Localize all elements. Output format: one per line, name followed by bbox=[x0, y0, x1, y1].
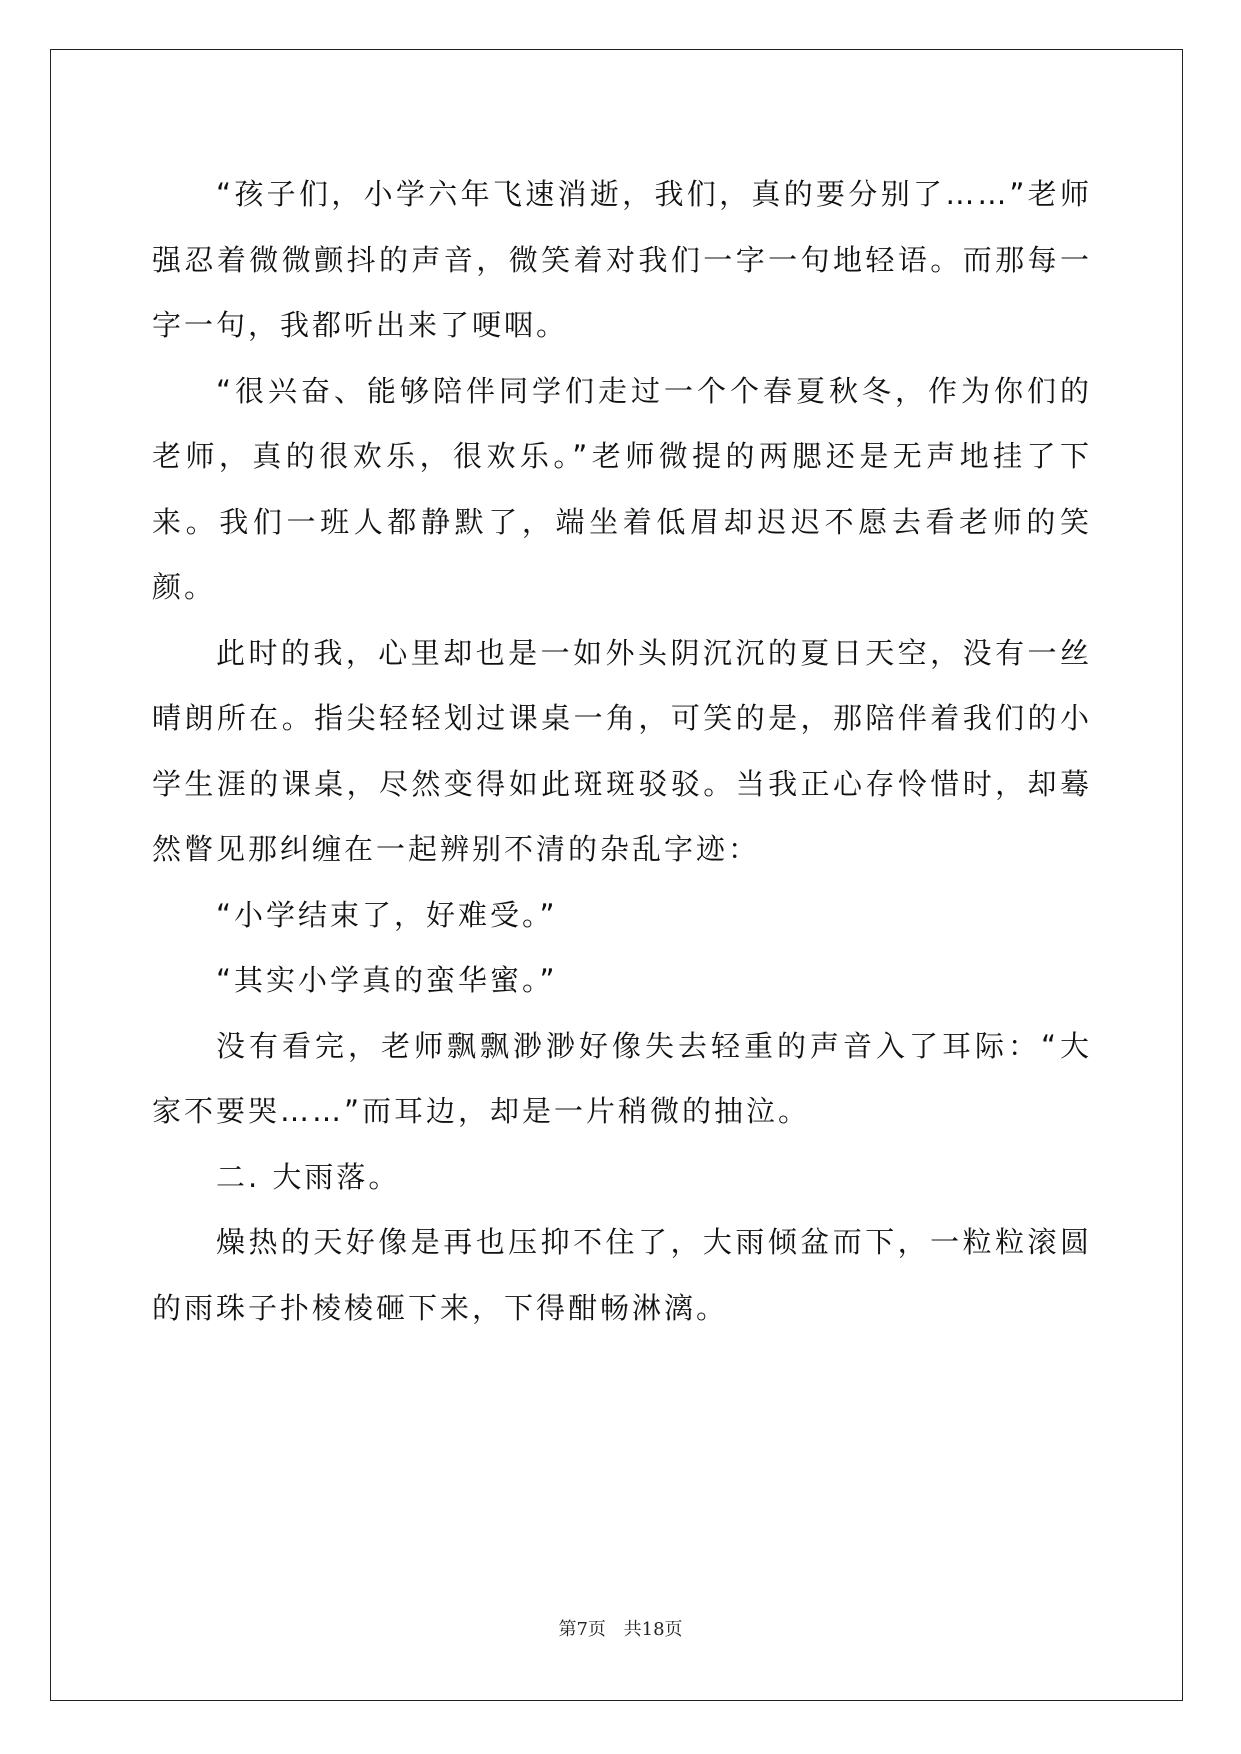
page-footer bbox=[0, 1615, 1241, 1641]
document-body bbox=[152, 162, 1092, 1341]
paragraph-4: “小学结束了，好难受。” bbox=[216, 897, 558, 932]
paragraph-1: “孩子们，小学六年飞速消逝，我们，真的要分别了……”老师强忍着微微颤抖的声音，微笑着对我们一字一句地轻语。而那每一字一句，我都听出来了哽咽。 bbox=[152, 177, 1092, 342]
page-number: 第7页 bbox=[558, 1619, 606, 1640]
paragraph-7: 燥热的天好像是再也压抑不住了，大雨倾盆而下，一粒粒滚圆的雨珠子扑棱棱砸下来，下得酣畅淋漓。 bbox=[152, 1225, 1092, 1325]
paragraph-5: “其实小学真的蛮华蜜。” bbox=[216, 963, 558, 997]
paragraph-3: 此时的我，心里却也是一如外头阴沉沉的夏日天空，没有一丝晴朗所在。指尖轻轻划过课桌一角，可笑的是，那陪伴着我们的小学生涯的课桌，尽然变得如此斑斑驳驳。当我正心存怜惜时，却蓦然瞥见那纠缠在一起辨别不清的杂乱字迹： bbox=[152, 635, 1092, 866]
paragraph-6: 没有看完，老师飘飘渺渺好像失去轻重的声音入了耳际：“大家不要哭……”而耳边，却是一片稍微的抽泣。 bbox=[152, 1028, 1092, 1128]
paragraph-2: “很兴奋、能够陪伴同学们走过一个个春夏秋冬，作为你们的老师，真的很欢乐，很欢乐。”老师微提的两腮还是无声地挂了下来。我们一班人都静默了，端坐着低眉却迟迟不愿去看老师的笑颜。 bbox=[152, 373, 1092, 604]
page-total: 共18页 bbox=[623, 1619, 683, 1640]
section-heading: 二. 大雨落。 bbox=[216, 1159, 401, 1194]
